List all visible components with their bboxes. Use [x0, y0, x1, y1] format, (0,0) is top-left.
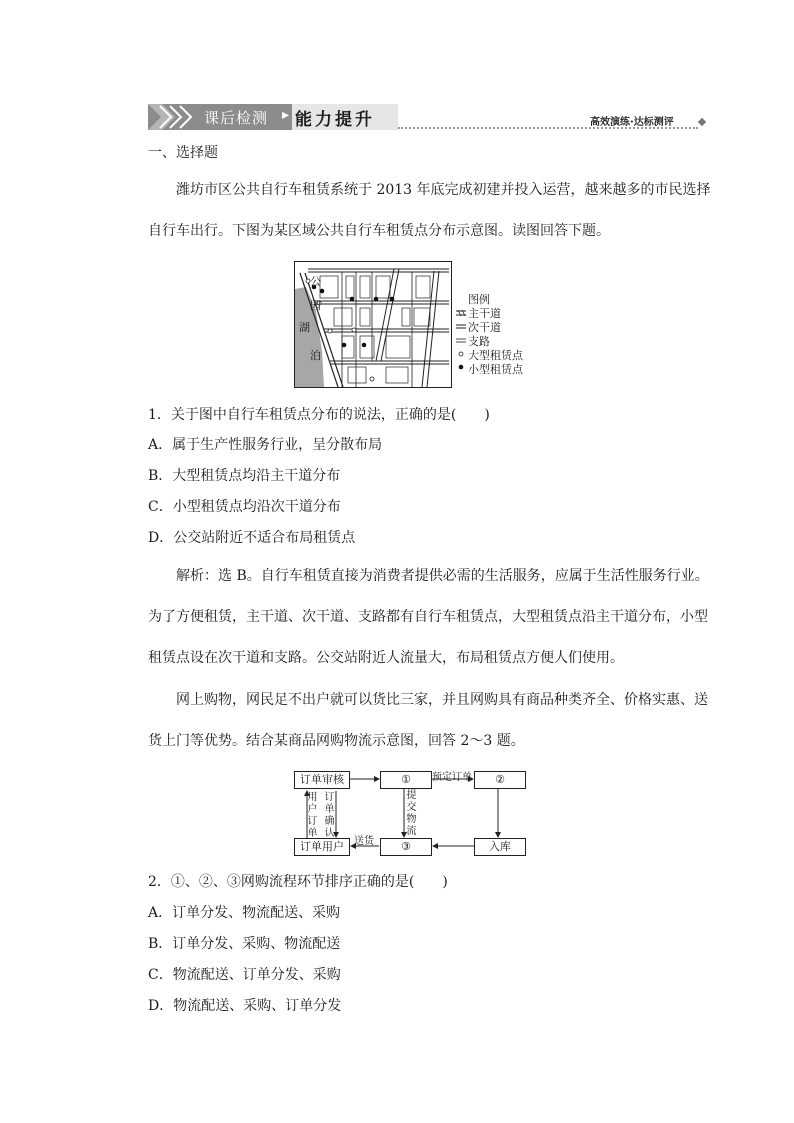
intro-1-line-2: 自行车出行。下图为某区域公共自行车租赁点分布示意图。读图回答下题。	[148, 223, 610, 239]
legend-secondary-road: 次干道	[468, 321, 501, 334]
analysis-line-1: 解析：选 B。自行车租赁直接为消费者提供必需的生活服务，应属于生活性服务行业。	[176, 568, 709, 584]
intro-2-line-1: 网上购物，网民足不出户就可以货比三家，并且网购具有商品种类齐全、价格实惠、送	[176, 692, 708, 708]
section-banner	[148, 104, 398, 130]
banner-main-title: 能力提升	[295, 110, 375, 130]
analysis-line-3: 租赁点设在次干道和支路。公交站附近人流量大，布局租赁点方便人们使用。	[148, 650, 624, 666]
q2-option-a: A．订单分发、物流配送、采购	[148, 905, 341, 921]
header-right-label: 高效演练·达标测评	[590, 117, 674, 128]
flow-box-3: ③	[380, 838, 432, 856]
analysis-line-2: 为了方便租赁，主干道、次干道、支路都有自行车租赁点，大型租赁点沿主干道分布，小型	[148, 609, 708, 625]
flow-label-submit-logistics: 提交物流	[406, 790, 417, 837]
flow-label-preorder: 预定订单	[432, 772, 472, 783]
diamond-icon	[698, 118, 706, 126]
map-lake-label-2: 泊	[310, 349, 321, 362]
banner-section-label: 课后检测	[204, 109, 269, 127]
map-park-label-2: 园	[310, 299, 321, 312]
flow-box-2: ②	[474, 771, 526, 789]
q1-option-c: C．小型租赁点均沿次干道分布	[148, 499, 341, 515]
banner-dot-icon: ▸	[282, 107, 290, 123]
q1-option-a: A．属于生产性服务行业，呈分散布局	[148, 437, 383, 453]
flow-box-storage: 入库	[474, 838, 526, 856]
flow-label-order-confirm: 订单确认	[324, 792, 335, 839]
legend-large-rental: 大型租赁点	[468, 349, 523, 362]
flow-label-delivery: 送货	[354, 836, 374, 847]
q2-stem: 2．①、②、③网购流程环节排序正确的是( )	[148, 874, 448, 890]
legend-title: 图例	[468, 293, 490, 306]
flow-box-order-user: 订单用户	[294, 838, 350, 856]
legend-small-rental: 小型租赁点	[468, 363, 523, 376]
q2-option-c: C．物流配送、订单分发、采购	[148, 967, 341, 983]
q1-option-b: B．大型租赁点均沿主干道分布	[148, 468, 341, 484]
section-title: 一、选择题	[148, 145, 218, 161]
intro-2-line-2: 货上门等优势。结合某商品网购物流示意图，回答 2～3 题。	[148, 733, 525, 749]
flow-box-order-review: 订单审核	[294, 771, 350, 789]
legend-symbols	[456, 308, 468, 388]
q2-option-b: B．订单分发、采购、物流配送	[148, 936, 341, 952]
rental-map-figure	[294, 261, 534, 388]
q2-option-d: D．物流配送、采购、订单分发	[148, 998, 342, 1014]
chevron-decoration-icon	[148, 104, 204, 130]
map-park-label-1: 公	[310, 275, 321, 288]
q1-stem: 1．关于图中自行车租赁点分布的说法，正确的是( )	[148, 407, 490, 423]
map-lake-label-1: 湖	[299, 321, 310, 334]
legend-branch-road: 支路	[468, 335, 490, 348]
intro-1-line-1: 潍坊市区公共自行车租赁系统于 2013 年底完成初建并投入运营，越来越多的市民选择	[176, 182, 711, 198]
shopping-flow-diagram	[294, 768, 530, 860]
flow-label-user-order: 用户订单	[307, 792, 318, 839]
q1-option-d: D．公交站附近不适合布局租赁点	[148, 530, 356, 546]
flow-box-1: ①	[380, 771, 432, 789]
legend-main-road: 主干道	[468, 307, 501, 320]
